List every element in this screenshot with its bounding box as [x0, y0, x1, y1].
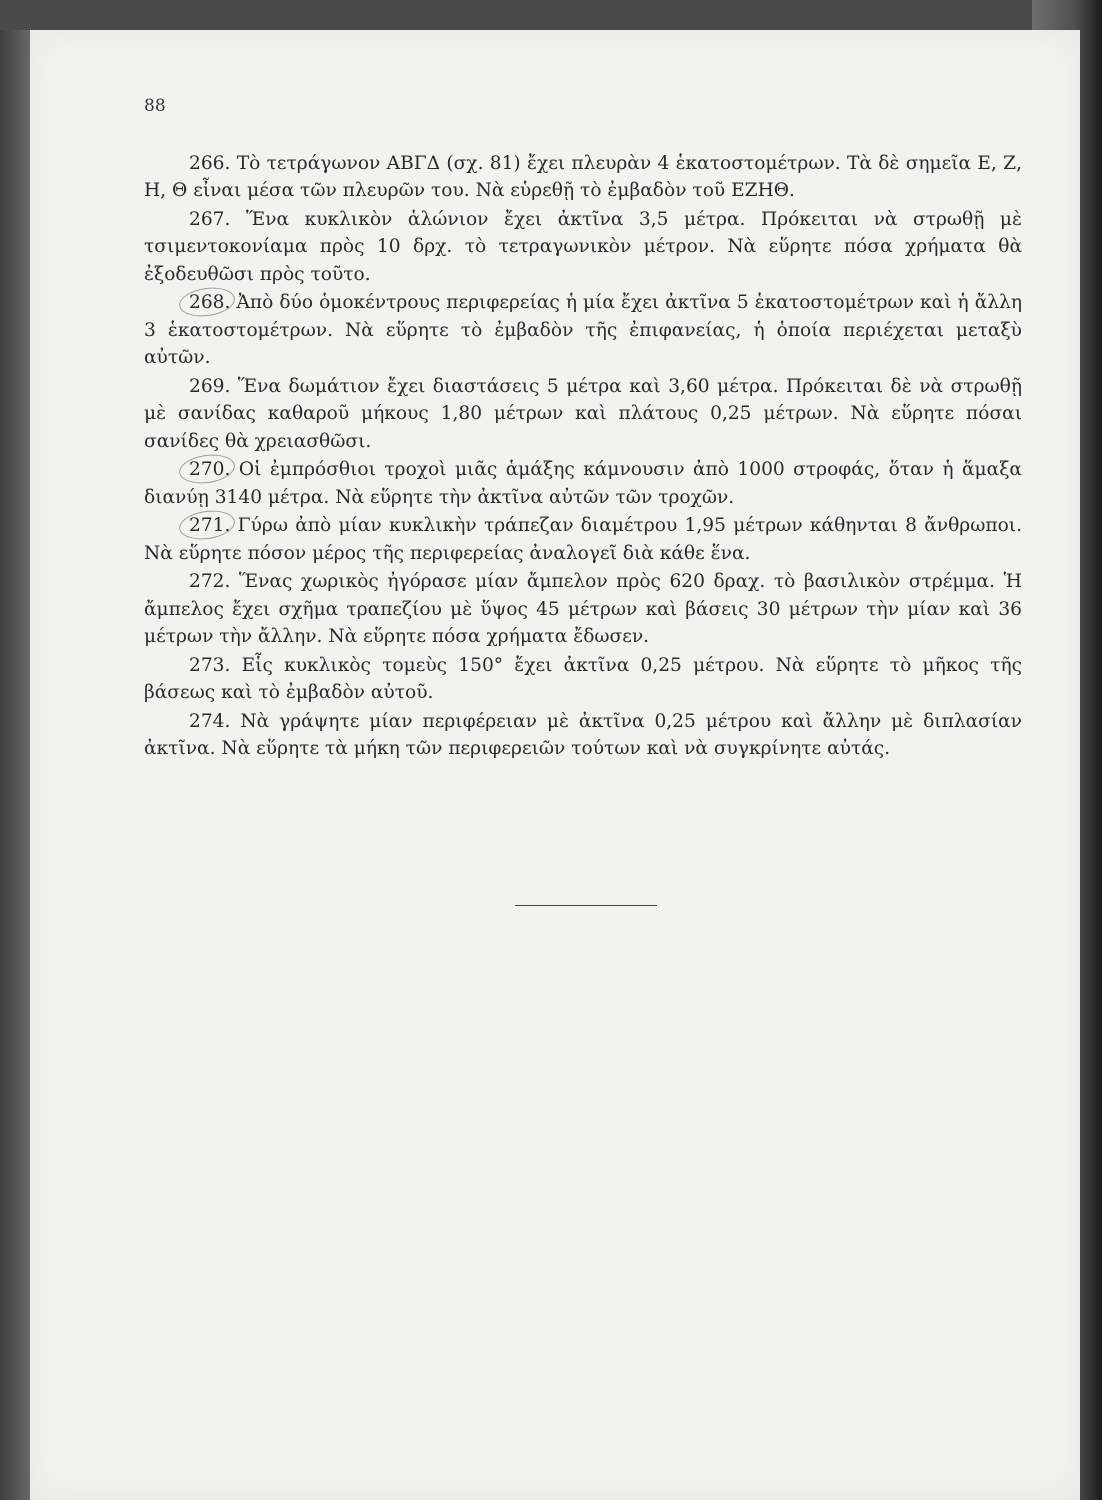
exercise-273 [144, 652, 1022, 707]
exercise-text: Ἕνα κυκλικὸν ἁλώνιον ἔχει ἀκτῖνα 3,5 μέτρα. Πρόκειται νὰ στρωθῇ μὲ τσιμεντοκονίαμα πρὸς 10 δρχ. τὸ τετραγωνικὸν μέτρον. Νὰ εὕρητε πόσα χρήματα θὰ ἐξοδευθῶσι πρὸς τοῦτο. [144, 209, 1022, 285]
exercise-266 [144, 150, 1022, 205]
exercise-text: Οἱ ἐμπρόσθιοι τροχοὶ μιᾶς ἁμάξης κάμνουσιν ἀπὸ 1000 στροφάς, ὅταν ἡ ἅμαξα διανύῃ 3140 μέτρα. Νὰ εὕρητε τὴν ἀκτῖνα αὐτῶν τῶν τροχῶν. [144, 459, 1022, 508]
exercise-text: Τὸ τετράγωνον ΑΒΓΔ (σχ. 81) ἔχει πλευρὰν 4 ἑκατοστομέτρων. Τὰ δὲ σημεῖα Ε, Ζ, Η, Θ εἶναι μέσα τῶν πλευρῶν του. Νὰ εὑρεθῇ τὸ ἐμβαδὸν τοῦ ΕΖΗΘ. [144, 153, 1022, 202]
exercise-number-circled: 268. [189, 292, 231, 314]
exercise-text: Νὰ γράψητε μίαν περιφέρειαν μὲ ἀκτῖνα 0,25 μέτρου καὶ ἄλλην μὲ διπλασίαν ἀκτῖνα. Νὰ εὕρητε τὰ μήκη τῶν περιφερειῶν τούτων καὶ νὰ συγκρίνητε αὐτάς. [144, 710, 1022, 760]
exercise-number-circled: 271. [189, 515, 231, 537]
exercise-268 [144, 289, 1022, 371]
scan-top-edge [0, 0, 1102, 30]
exercise-text: Ἕνα δωμάτιον ἔχει διαστάσεις 5 μέτρα καὶ 3,60 μέτρα. Πρόκειται δὲ νὰ στρωθῇ μὲ σανίδας καθαροῦ μήκους 1,80 μέτρων καὶ πλάτους 0,25 μέτρων. Νὰ εὕρητε πόσαι σανίδες θὰ χρειασθῶσι. [144, 375, 1022, 452]
exercise-267 [144, 206, 1022, 288]
exercise-269 [144, 373, 1022, 455]
exercise-number: 266. [189, 153, 231, 174]
exercise-text: Εἷς κυκλικὸς τομεὺς 150° ἔχει ἀκτῖνα 0,25 μέτρου. Νὰ εὕρητε τὸ μῆκος τῆς βάσεως καὶ τὸ ἐμβαδὸν αὐτοῦ. [144, 654, 1022, 704]
exercise-number: 273. [189, 654, 231, 676]
exercise-272 [144, 568, 1022, 650]
exercise-text: Γύρω ἀπὸ μίαν κυκλικὴν τράπεζαν διαμέτρου 1,95 μέτρων κάθηνται 8 ἄνθρωποι. Νὰ εὕρητε πόσον μέρος τῆς περιφερείας ἀναλογεῖ διὰ κάθε ἕνα. [144, 515, 1022, 564]
page-number: 88 [144, 96, 166, 116]
exercise-270 [144, 456, 1022, 511]
exercise-271 [144, 512, 1022, 567]
exercise-text: Ἀπὸ δύο ὁμοκέντρους περιφερείας ἡ μία ἔχει ἀκτῖνα 5 ἑκατοστομέτρων καὶ ἡ ἄλλη 3 ἑκατοστομέτρων. Νὰ εὕρητε τὸ ἐμβαδὸν τῆς ἐπιφανείας, ἡ ὁποία περιέχεται μεταξὺ αὐτῶν. [144, 292, 1022, 369]
exercise-number-circled: 270. [189, 459, 231, 481]
exercise-list [144, 150, 1022, 764]
section-divider-rule [515, 905, 657, 906]
exercise-number: 272. [189, 571, 231, 593]
exercise-number: 269. [189, 375, 231, 397]
exercise-number: 274. [189, 710, 231, 732]
exercise-274 [144, 708, 1022, 763]
exercise-text: Ἕνας χωρικὸς ἠγόρασε μίαν ἄμπελον πρὸς 620 δραχ. τὸ βασιλικὸν στρέμμα. Ἡ ἄμπελος ἔχει σχῆμα τραπεζίου μὲ ὕψος 45 μέτρων καὶ βάσεις 30 μέτρων τὴν μίαν καὶ 36 μέτρων τὴν ἄλλην. Νὰ εὕρητε πόσα χρήματα ἔδωσεν. [144, 571, 1022, 648]
exercise-number: 267. [189, 209, 231, 230]
